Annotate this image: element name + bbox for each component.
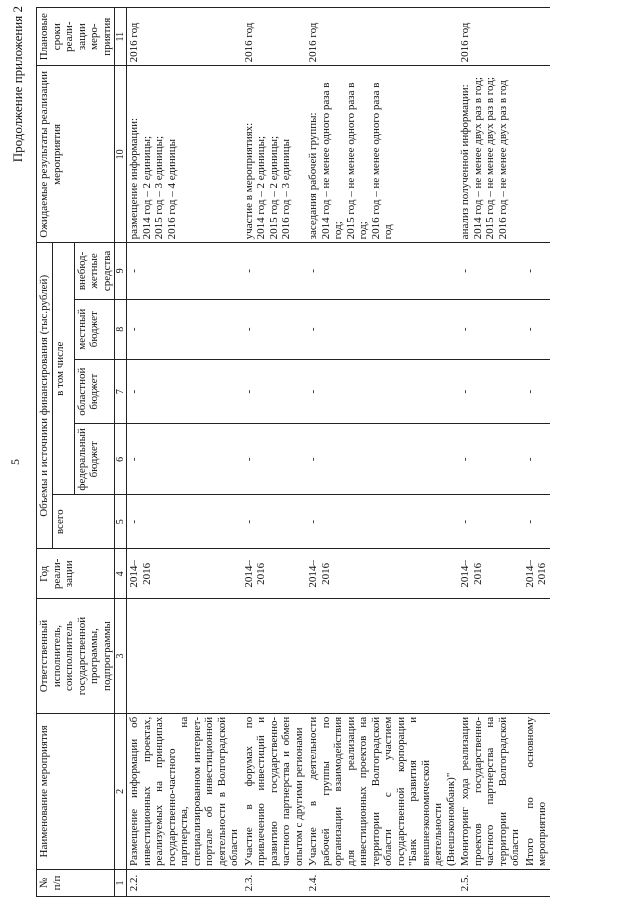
row-federal: - (458, 424, 523, 495)
column-number: 1 (115, 869, 127, 896)
total-executor (523, 599, 550, 714)
column-number: 2 (115, 713, 127, 869)
total-name: Итого по основному мероприятию (523, 713, 550, 869)
row-number: 2.3. (242, 869, 307, 896)
appendix-label: Продолжение приложения 2 (10, 6, 25, 163)
row-number: 2.5. (458, 869, 523, 896)
row-terms: 2016 год (127, 8, 242, 66)
header-federal: федеральный бюджет (74, 424, 115, 495)
page-number: 5 (8, 459, 22, 465)
row-number: 2.4. (306, 869, 458, 896)
row-number: 2.2. (127, 869, 242, 896)
total-local: - (523, 299, 550, 359)
column-number: 11 (115, 8, 127, 66)
row-executor (127, 599, 242, 714)
row-local: - (306, 299, 458, 359)
total-federal: - (523, 424, 550, 495)
column-number: 8 (115, 299, 127, 359)
row-regional: - (242, 359, 307, 424)
header-local: местный бюджет (74, 299, 115, 359)
row-name: Участие в деятельности рабочей группы по организации взаимодействия для реализации инвестиционных проектов на территории Волгоградской области с участием государственной корпорации "Банк развития и внешнеэкономической деятельности (Внешэкономбанк)" (306, 713, 458, 869)
row-federal: - (127, 424, 242, 495)
header-regional: областной бюджет (74, 359, 115, 424)
column-number: 5 (115, 495, 127, 549)
total-row (523, 8, 550, 897)
column-number: 10 (115, 66, 127, 243)
row-regional: - (306, 359, 458, 424)
row-year: 2014–2016 (306, 549, 458, 599)
row-terms: 2016 год (306, 8, 458, 66)
row-name: Размещение информации об инвестиционных проектах, реализуемых на принципах государственно-частного партнерства, на специализированном интернет-портале об инвестиционной деятельности в Волгоградской области (127, 713, 242, 869)
row-executor (306, 599, 458, 714)
row-terms: 2016 год (242, 8, 307, 66)
measures-table (36, 7, 550, 897)
header-extrabudget: внебюд-жетные средства (74, 243, 115, 299)
table-row (458, 8, 523, 897)
row-name: Участие в форумах по привлечению инвестиций и развитию государственно-частного партнерства и обмен опытом с другими регионами (242, 713, 307, 869)
table-row (127, 8, 242, 897)
row-local: - (242, 299, 307, 359)
column-number: 3 (115, 599, 127, 714)
row-year: 2014–2016 (458, 549, 523, 599)
row-total: - (127, 495, 242, 549)
column-number: 6 (115, 424, 127, 495)
row-executor (458, 599, 523, 714)
header-num: № п/п (37, 869, 115, 896)
row-federal: - (306, 424, 458, 495)
table-row (306, 8, 458, 897)
total-terms (523, 8, 550, 66)
header-executor: Ответственный исполнитель, соисполнитель государственной программы, подпрограммы (37, 599, 115, 714)
total-results (523, 66, 550, 243)
row-name: Мониторинг хода реализации проектов государственно-частного партнерства на территории Волгоградской области (458, 713, 523, 869)
header-results: Ожидаемые результаты реализации мероприятия (37, 66, 115, 243)
header-terms: Плановые сроки реали-зации меро-приятия (37, 8, 115, 66)
column-number: 9 (115, 243, 127, 299)
row-local: - (127, 299, 242, 359)
row-total: - (458, 495, 523, 549)
row-total: - (306, 495, 458, 549)
row-regional: - (127, 359, 242, 424)
row-total: - (242, 495, 307, 549)
total-sum: - (523, 495, 550, 549)
row-local: - (458, 299, 523, 359)
row-federal: - (242, 424, 307, 495)
row-results: размещение информации: 2014 год – 2 единицы; 2015 год – 3 единицы; 2016 год – 4 единицы (127, 66, 242, 243)
row-results: участие в мероприятиях: 2014 год – 2 единицы; 2015 год – 2 единицы; 2016 год – 3 единицы (242, 66, 307, 243)
row-regional: - (458, 359, 523, 424)
row-year: 2014–2016 (127, 549, 242, 599)
header-year: Год реали-зации (37, 549, 115, 599)
row-extrabudget: - (458, 243, 523, 299)
table-row (242, 8, 307, 897)
total-year: 2014–2016 (523, 549, 550, 599)
row-extrabudget: - (242, 243, 307, 299)
column-number-row (115, 8, 127, 897)
column-number: 4 (115, 549, 127, 599)
total-extrabudget: - (523, 243, 550, 299)
row-executor (242, 599, 307, 714)
header-total: всего (52, 495, 115, 549)
header-name: Наименование мероприятия (37, 713, 115, 869)
column-number: 7 (115, 359, 127, 424)
row-year: 2014–2016 (242, 549, 307, 599)
total-num (523, 869, 550, 896)
header-funding: Объемы и источники финансирования (тыс.рублей) (37, 243, 53, 549)
row-extrabudget: - (127, 243, 242, 299)
row-terms: 2016 год (458, 8, 523, 66)
header-including: в том числе (52, 243, 74, 495)
row-extrabudget: - (306, 243, 458, 299)
total-regional: - (523, 359, 550, 424)
row-results: анализ полученной информации: 2014 год – не менее двух раз в год; 2015 год – не менее двух раз в год; 2016 год – не менее двух раз в год (458, 66, 523, 243)
row-results: заседания рабочей группы: 2014 год – не менее одного раза в год; 2015 год – не менее одного раза в год; 2016 год – не менее одного раза в год (306, 66, 458, 243)
